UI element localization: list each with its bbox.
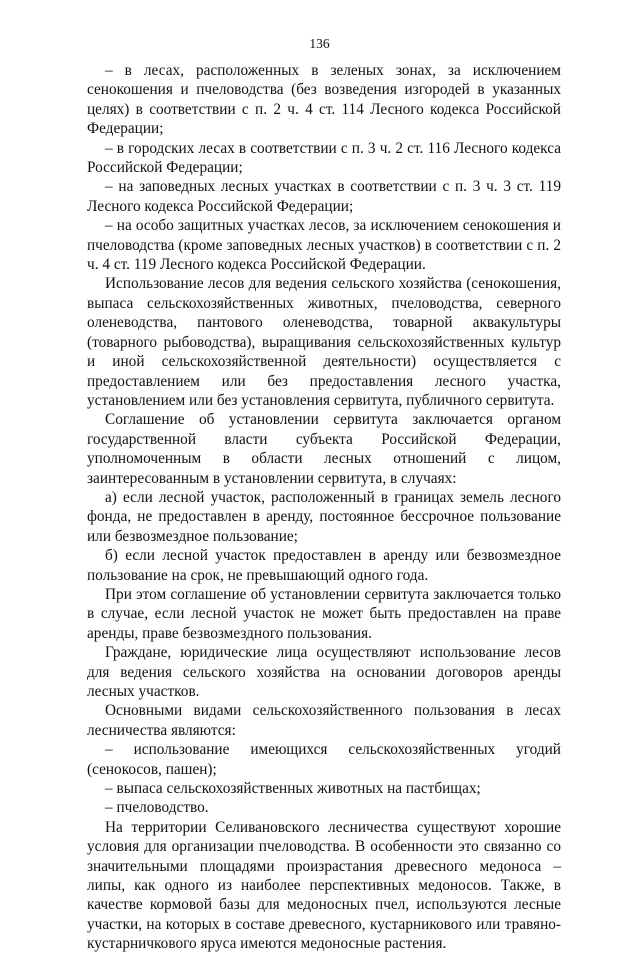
list-item-beekeeping: – пчеловодство. <box>105 799 209 817</box>
paragraph-servitude-condition: При этом соглашение об установлении сервитута заключается только в случае, если лесной участок не может быть предоставлен на праве аренды, праве безвозмездного пользования. <box>87 585 561 642</box>
list-item-green-zones: – в лесах, расположенных в зеленых зонах, за исключением сенокошения и пчеловодства (без возведения изгородей в указанных целях) в соответствии с п. 2 ч. 4 ст. 114 Лесного кодекса Российской Федерации; <box>87 62 561 138</box>
list-item-farmland: – использование имеющихся сельскохозяйственных угодий (сенокосов, пашен); <box>87 741 561 778</box>
list-item-urban-forests: – в городских лесах в соответствии с п. 3 ч. 2 ст. 116 Лесного кодекса Российской Федерации; <box>87 139 561 177</box>
paragraph-main-types: Основными видами сельскохозяйственного пользования в лесах лесничества являются: <box>87 702 561 739</box>
page-number: 136 <box>309 36 330 51</box>
list-item-grazing: – выпаса сельскохозяйственных животных на пастбищах; <box>105 780 481 798</box>
document-body <box>87 61 561 954</box>
paragraph-agriculture-use: Использование лесов для ведения сельского хозяйства (сенокошения, выпаса сельскохозяйственных животных, пчеловодства, северного оленеводства, пантового оленеводства, товарной аквакультуры (товарного рыбоводства), выращивания сельскохозяйственных культур и иной сельскохозяйственной деятельности) осуществляется с предоставлением или без предоставления лесного участка, установлением или без установления сервитута, публичного сервитута. <box>87 275 561 409</box>
paragraph-servitude-agreement: Соглашение об установлении сервитута заключается органом государственной власти субъекта Российской Федерации, уполномоченным в области лесных отношений с лицом, заинтересованным в установлении сервитута, в случаях: <box>87 411 561 487</box>
list-item-protected-plots: – на особо защитных участках лесов, за исключением сенокошения и пчеловодства (кроме заповедных лесных участков) в соответствии с п. 2 ч. 4 ст. 119 Лесного кодекса Российской Федерации. <box>87 217 561 274</box>
paragraph-citizens-legal-entities: Граждане, юридические лица осуществляют использование лесов для ведения сельского хозяйства на основании договоров аренды лесных участков. <box>87 644 561 700</box>
list-item-case-a: а) если лесной участок, расположенный в границах земель лесного фонда, не предоставлен в аренду, постоянное бессрочное пользование или безвозмездное пользование; <box>87 488 561 545</box>
paragraph-selivanovsky-beekeeping: На территории Селивановского лесничества существуют хорошие условия для организации пчеловодства. В особенности это связанно со значительными площадями произрастания древесного медоноса – липы, как одного из наиболее перспективных медоносов. Также, в качестве кормовой базы для медоносных пчел, используются лесные участки, на которых в составе древесного, кустарникового или травяно-кустарничкового яруса имеются медоносные растения. <box>87 818 561 953</box>
list-item-case-b: б) если лесной участок предоставлен в аренду или безвозмездное пользование на срок, не превышающий одного года. <box>87 547 561 584</box>
list-item-reserved-plots: – на заповедных лесных участках в соответствии с п. 3 ч. 3 ст. 119 Лесного кодекса Российской Федерации; <box>87 178 561 215</box>
